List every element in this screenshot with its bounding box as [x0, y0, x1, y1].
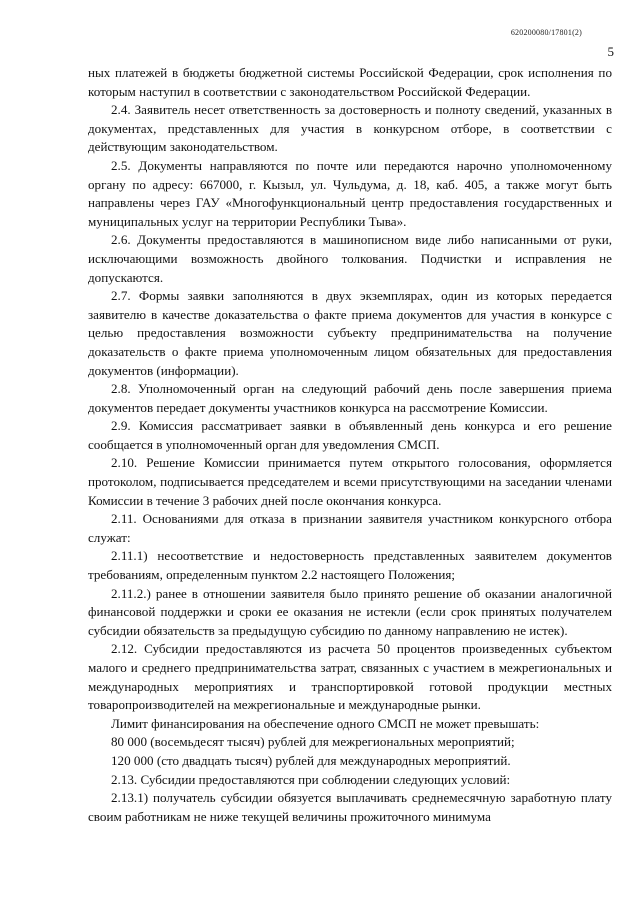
paragraph-p2-11-1: 2.11.1) несоответствие и недостоверность представленных заявителем документов требованиям, определенным пунктом 2.2 настоящего Положения;: [88, 548, 612, 583]
paragraph-p2-11-2: 2.11.2.) ранее в отношении заявителя было принято решение об оказании аналогичной финансовой поддержки и сроки ее оказания не истекли (если срок принятых получателем субсидии обязательств за предыдущую субсидию по данному направлению не истек).: [88, 585, 612, 638]
paragraph-p2-5: 2.5. Документы направляются по почте или передаются нарочно уполномоченному органу по адресу: 667000, г. Кызыл, ул. Чульдума, д. 18, каб. 405, а также могут быть направлены через ГАУ «Многофункциональный центр предоставления государственных и муниципальных услуг на территории Республики Тыва».: [88, 157, 612, 229]
paragraph-p2-9: 2.9. Комиссия рассматривает заявки в объявленный день конкурса и его решение сообщается в уполномоченный орган для уведомления СМСП.: [88, 418, 612, 452]
paragraph-p2-12: 2.12. Субсидии предоставляются из расчета 50 процентов произведенных субъектом малого и среднего предпринимательства затрат, связанных с участием в межрегиональных и международных мероприятиях и транспортировкой готовой продукции местных товаропроизводителей на межрегиональные и международные рынки.: [88, 641, 612, 713]
paragraph-limit: Лимит финансирования на обеспечение одного СМСП не может превышать:: [111, 715, 540, 731]
paragraph-p2-6: 2.6. Документы предоставляются в машинописном виде либо написанными от руки, исключающими возможность двойного толкования. Подчистки и исправления не допускаются.: [88, 232, 612, 285]
paragraph-limit-2: 120 000 (сто двадцать тысяч) рублей для международных мероприятий.: [111, 752, 511, 768]
paragraph-cont: ных платежей в бюджеты бюджетной системы Российской Федерации, срок исполнения по которым наступил в соответствии с законодательством Российской Федерации.: [88, 65, 612, 99]
document-body: [88, 64, 612, 826]
paragraph-limit-1: 80 000 (восемьдесят тысяч) рублей для межрегиональных мероприятий;: [111, 734, 515, 750]
document-code: 620200080/17801(2): [510, 28, 582, 37]
paragraph-p2-7: 2.7. Формы заявки заполняются в двух экземплярах, один из которых передается заявителю в качестве доказательства о факте приема документов для участия в конкурсе с целью предоставления возможности субъекту предпринимательства на получение доказательств о факте приема уполномоченным лицом обязательных для предоставления документов (информации).: [88, 288, 612, 378]
paragraph-p2-8: 2.8. Уполномоченный орган на следующий рабочий день после завершения приема документов передает документы участников конкурса на рассмотрение Комиссии.: [88, 381, 612, 415]
paragraph-p2-11: 2.11. Основаниями для отказа в признании заявителя участником конкурсного отбора служат:: [88, 511, 612, 545]
paragraph-p2-13-1: 2.13.1) получатель субсидии обязуется выплачивать среднемесячную заработную плату своим работникам не ниже текущей величины прожиточного минимума: [88, 790, 612, 824]
paragraph-p2-4: 2.4. Заявитель несет ответственность за достоверность и полноту сведений, указанных в документах, представленных для участия в конкурсном отборе, в соответствии с действующим законодательством.: [88, 102, 612, 155]
paragraph-p2-13: 2.13. Субсидии предоставляются при соблюдении следующих условий:: [111, 771, 511, 787]
page-number: 5: [607, 44, 614, 59]
paragraph-p2-10: 2.10. Решение Комиссии принимается путем открытого голосования, оформляется протоколом, подписывается председателем и всеми присутствующими на заседании членами Комиссии в течение 3 рабочих дней после окончания конкурса.: [88, 455, 612, 508]
